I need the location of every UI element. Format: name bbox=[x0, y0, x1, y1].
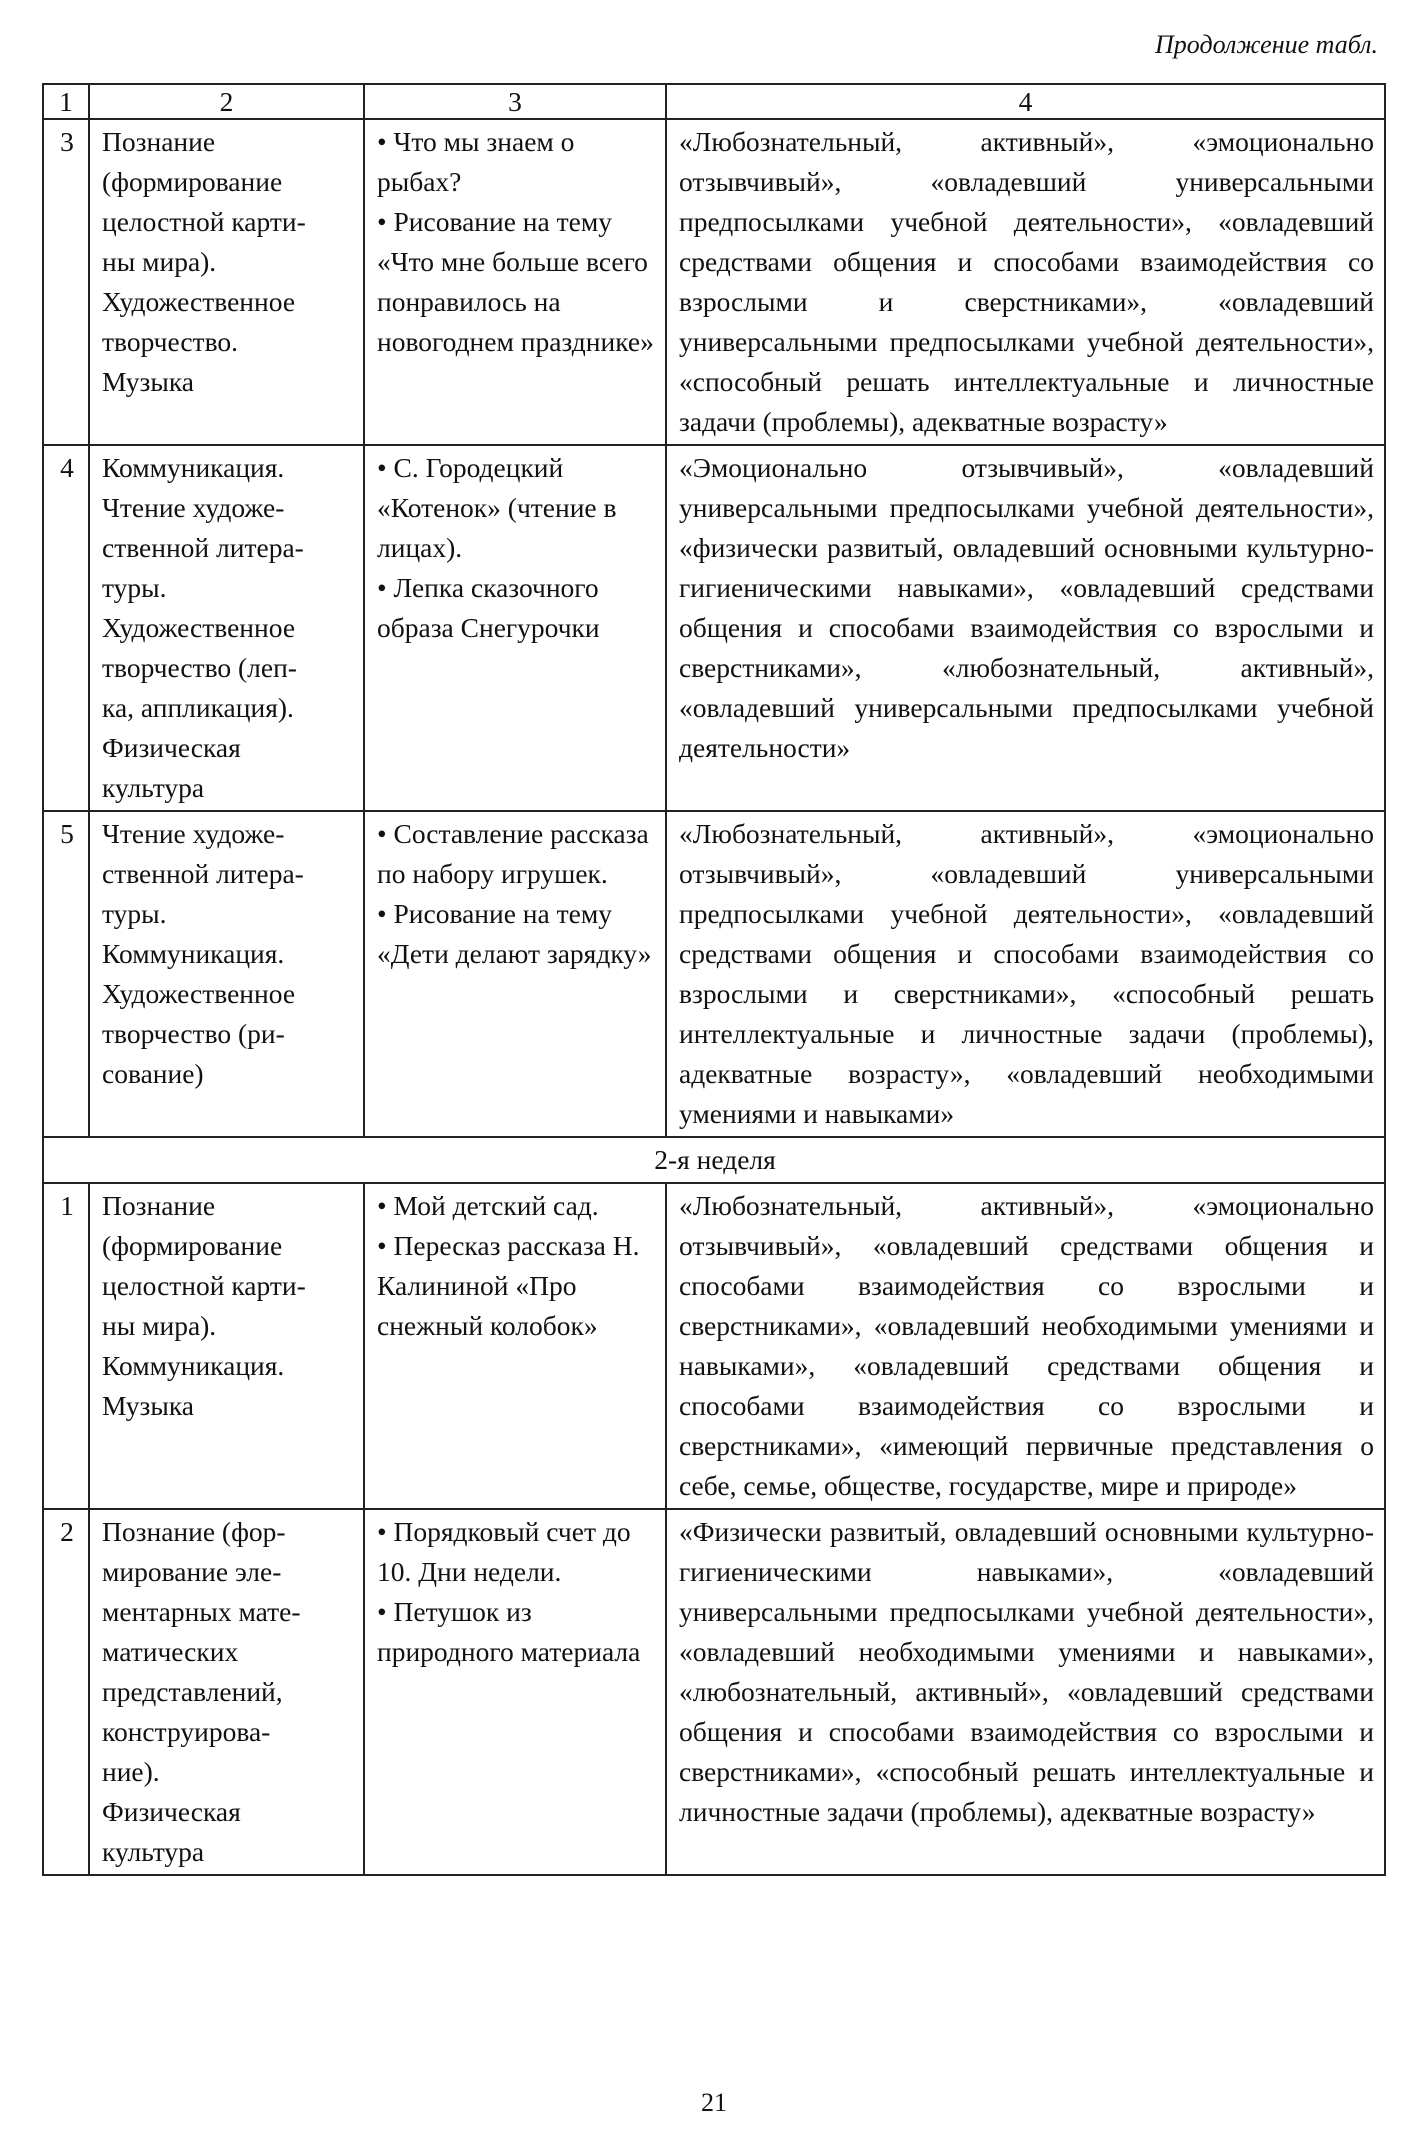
row-number: 2 bbox=[43, 1509, 89, 1875]
table-row bbox=[43, 811, 1385, 1137]
table-row bbox=[43, 445, 1385, 811]
activities bbox=[364, 811, 666, 1137]
activity-item: • С. Городецкий «Котенок» (чтение в лицах). bbox=[377, 452, 617, 563]
activities bbox=[364, 1183, 666, 1509]
column-header: 4 bbox=[666, 84, 1385, 119]
activities bbox=[364, 119, 666, 445]
table-row bbox=[43, 1509, 1385, 1875]
activity-item: • Составление рассказа по набору игрушек. bbox=[377, 818, 649, 889]
activities bbox=[364, 445, 666, 811]
row-number: 5 bbox=[43, 811, 89, 1137]
activity-item: • Лепка сказочного образа Снегурочки bbox=[377, 572, 600, 643]
activities bbox=[364, 1509, 666, 1875]
column-header: 3 bbox=[364, 84, 666, 119]
activity-item: • Рисование на тему «Дети делают зарядку» bbox=[377, 898, 652, 969]
activity-item: • Порядковый счет до 10. Дни недели. bbox=[377, 1516, 631, 1587]
section-row bbox=[43, 1137, 1385, 1183]
integrative-qualities: «Любознательный, активный», «эмоционально отзывчивый», «овладевший универсальными предпосылками учебной деятельности», «овладевший средствами общения и способами взаимодействия со взрослыми и сверстниками», «способный решать интеллектуальные и личностные задачи (проблемы), адекватные возрасту», «овладевший необходимыми умениями и навыками» bbox=[666, 811, 1385, 1137]
integrative-qualities: «Эмоционально отзывчивый», «овладевший универсальными предпосылками учебной деятельности», «физически развитый, овладевший основными культурно-гигиеническими навыками», «овладевший средствами общения и способами взаимодействия со взрослыми и сверстниками», «любознательный, активный», «овладевший универсальными предпосылками учебной деятельности» bbox=[666, 445, 1385, 811]
activity-item: • Что мы знаем о рыбах? bbox=[377, 126, 575, 197]
row-number: 4 bbox=[43, 445, 89, 811]
activity-item: • Пересказ рассказа Н. Калининой «Про снежный колобок» bbox=[377, 1230, 640, 1341]
row-number: 1 bbox=[43, 1183, 89, 1509]
integrative-qualities: «Физически развитый, овладевший основными культурно-гигиеническими навыками», «овладевший универсальными предпосылками учебной деятельности», «овладевший необходимыми умениями и навыками», «любознательный, активный», «овладевший средствами общения и способами взаимодействия со взрослыми и сверстниками», «способный решать интеллектуальные и личностные задачи (проблемы), адекватные возрасту» bbox=[666, 1509, 1385, 1875]
activity-item: • Петушок из природного материала bbox=[377, 1596, 641, 1667]
week-heading: 2-я неделя bbox=[43, 1137, 1385, 1183]
column-header: 1 bbox=[43, 84, 89, 119]
integrative-qualities: «Любознательный, активный», «эмоционально отзывчивый», «овладевший средствами общения и способами взаимодействия со взрослыми и сверстниками», «овладевший необходимыми умениями и навыками», «овладевший средствами общения и способами взаимодействия со взрослыми и сверстниками», «имеющий первичные представления о себе, семье, обществе, государстве, мире и природе» bbox=[666, 1183, 1385, 1509]
column-header: 2 bbox=[89, 84, 364, 119]
educational-areas: Познание (формирование целостной карти- ны мира). Коммуникация. Музыка bbox=[89, 1183, 364, 1509]
page-number: 21 bbox=[701, 2088, 727, 2117]
integrative-qualities: «Любознательный, активный», «эмоционально отзывчивый», «овладевший универсальными предпосылками учебной деятельности», «овладевший средствами общения и способами взаимодействия со взрослыми и сверстниками», «овладевший универсальными предпосылками учебной деятельности», «способный решать интеллектуальные и личностные задачи (проблемы), адекватные возрасту» bbox=[666, 119, 1385, 445]
educational-areas: Познание (фор- мирование эле- ментарных мате- матических представлений, конструирова- ние). Физическая культура bbox=[89, 1509, 364, 1875]
plan-table bbox=[42, 83, 1386, 1876]
educational-areas: Коммуникация. Чтение художе- ственной литера- туры. Художественное творчество (леп- ка, аппликация). Физическая культура bbox=[89, 445, 364, 811]
activity-item: • Мой детский сад. bbox=[377, 1190, 599, 1221]
educational-areas: Познание (формирование целостной карти- ны мира). Художественное творчество. Музыка bbox=[89, 119, 364, 445]
activity-item: • Рисование на тему «Что мне больше всего понравилось на новогоднем празднике» bbox=[377, 206, 654, 357]
table-row bbox=[43, 119, 1385, 445]
table-continuation-caption: Продолжение табл. bbox=[1155, 30, 1378, 59]
table-row bbox=[43, 1183, 1385, 1509]
educational-areas: Чтение художе- ственной литера- туры. Коммуникация. Художественное творчество (ри- сование) bbox=[89, 811, 364, 1137]
row-number: 3 bbox=[43, 119, 89, 445]
column-number-row bbox=[43, 84, 1385, 119]
